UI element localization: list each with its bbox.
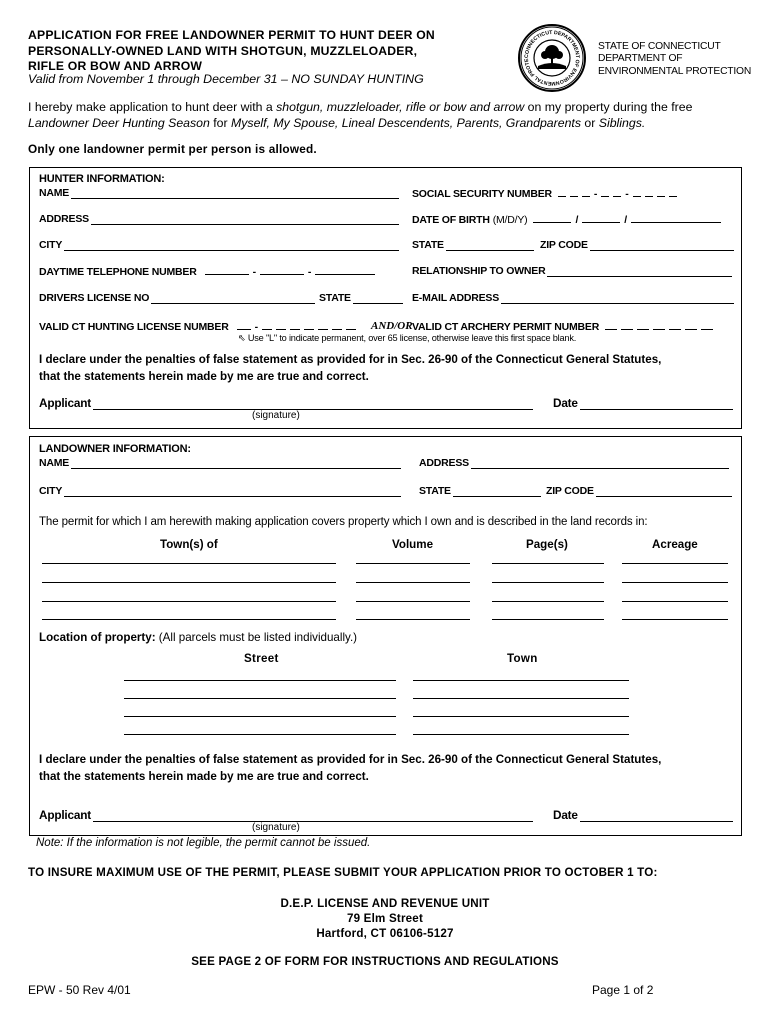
intro-or: or [581,116,599,130]
acreage-line-1[interactable] [622,563,728,564]
form-title [28,28,435,75]
col-pages-header: Page(s) [526,538,568,551]
street-line-4[interactable] [124,734,396,735]
address-line-3: Hartford, CT 06106-5127 [316,927,454,940]
loc-town-line-3[interactable] [413,716,629,717]
pages-line-2[interactable] [492,582,604,583]
hunter-license-label: DRIVERS LICENSE NO [39,292,150,304]
hunter-ssn-label: SOCIAL SECURITY NUMBER [412,188,552,200]
location-of-property [39,631,357,644]
intro-line-2 [28,115,748,131]
landowner-address-label: ADDRESS [419,457,469,469]
hunter-zip-field[interactable] [540,239,734,251]
loc-town-line-2[interactable] [413,698,629,699]
landowner-date-label: Date [553,808,578,822]
seal-text: CONNECTICUT DEPARTMENT OF ENVIRONMENTAL PROTE [523,29,581,87]
landowner-heading: LANDOWNER INFORMATION: [39,443,191,455]
hunter-applicant-signature[interactable] [39,396,533,410]
landowner-applicant-signature[interactable] [39,808,533,822]
volume-line-4[interactable] [356,619,470,620]
town-line-2[interactable] [42,582,336,583]
landowner-signature-caption: (signature) [252,822,300,833]
col-town-header: Town(s) of [160,538,218,551]
hunter-zip-label: ZIP CODE [540,239,588,251]
hunter-declaration [39,351,737,385]
archery-permit-label: VALID CT ARCHERY PERMIT NUMBER [412,321,600,333]
volume-line-2[interactable] [356,582,470,583]
pages-line-4[interactable] [492,619,604,620]
see-page-2-notice: SEE PAGE 2 OF FORM FOR INSTRUCTIONS AND REGULATIONS [191,955,559,968]
hunter-declaration-line-1: I declare under the penalties of false statement as provided for in Sec. 26-90 of the Connecticut General Statutes, [39,353,662,366]
hunter-state-field[interactable] [412,239,534,251]
street-line-2[interactable] [124,698,396,699]
landowner-declaration-line-2: that the statements herein made by me are true and correct. [39,770,369,783]
volume-line-3[interactable] [356,601,470,602]
mailing-address [0,896,770,941]
one-permit-notice: Only one landowner permit per person is allowed. [28,142,317,156]
col-acreage-header: Acreage [652,538,698,551]
hunter-state-label: STATE [412,239,444,251]
landowner-city-label: CITY [39,485,63,497]
hunter-license-field[interactable] [39,292,315,304]
landowner-city-field[interactable] [39,485,401,497]
hunter-relationship-field[interactable] [412,265,732,277]
validity-text: Valid from November 1 through December 31 – NO SUNDAY HUNTING [28,72,424,86]
intro-tail: on my property during the free [524,100,693,114]
hunter-city-label: CITY [39,239,63,251]
pages-line-3[interactable] [492,601,604,602]
hunter-name-field[interactable] [39,187,399,199]
landowner-date-field[interactable] [553,808,733,822]
hunting-license-label: VALID CT HUNTING LICENSE NUMBER [39,321,229,333]
hunter-email-field[interactable] [412,292,734,304]
street-line-1[interactable] [124,680,396,681]
intro-people: Myself, My Spouse, Lineal Descendents, Parents, Grandparents [231,116,581,130]
intro-weapons: shotgun, muzzleloader, rifle or bow and arrow [276,100,525,114]
submit-notice: TO INSURE MAXIMUM USE OF THE PERMIT, PLEASE SUBMIT YOUR APPLICATION PRIOR TO OCTOBER 1 TO: [28,866,658,879]
location-note: (All parcels must be listed individually.) [155,631,358,644]
and-or-label: AND/OR [371,320,413,332]
landowner-declaration [39,751,737,785]
dep-seal-icon [518,24,586,92]
hunter-relationship-label: RELATIONSHIP TO OWNER [412,265,546,277]
archery-permit-field[interactable] [412,320,736,333]
page-number: Page 1 of 2 [592,983,654,997]
acreage-line-2[interactable] [622,582,728,583]
intro-paragraph [28,99,748,131]
hunter-address-label: ADDRESS [39,213,89,225]
town-line-3[interactable] [42,601,336,602]
hunter-phone-field[interactable]: DAYTIME TELEPHONE NUMBER - - [39,265,389,278]
intro-siblings: Siblings. [598,116,646,130]
landowner-state-label: STATE [419,485,451,497]
hunter-applicant-label: Applicant [39,396,91,410]
hunter-dob-field[interactable]: DATE OF BIRTH (M/D/Y) / / [412,213,734,226]
col-town2-header: Town [507,652,538,665]
town-line-4[interactable] [42,619,336,620]
intro-text: I hereby make application to hunt deer with a [28,100,277,114]
location-label: Location of property: [39,631,156,644]
loc-town-line-4[interactable] [413,734,629,735]
agency-line-1: STATE OF CONNECTICUT [598,41,721,52]
landowner-name-label: NAME [39,457,70,469]
title-line-3: RIFLE OR BOW AND ARROW [28,59,203,73]
landowner-declaration-line-1: I declare under the penalties of false statement as provided for in Sec. 26-90 of the Connecticut General Statutes, [39,753,662,766]
street-line-3[interactable] [124,716,396,717]
col-volume-header: Volume [392,538,434,551]
hunter-date-label: Date [553,396,578,410]
title-line-2: PERSONALLY-OWNED LAND WITH SHOTGUN, MUZZLELOADER, [28,43,418,58]
hunter-dob-hint: (M/D/Y) [492,214,528,226]
hunter-heading: HUNTER INFORMATION: [39,173,165,185]
hunter-email-label: E-MAIL ADDRESS [412,292,500,304]
form-id: EPW - 50 Rev 4/01 [28,983,131,997]
permanent-license-note: ⇖ Use "L" to indicate permanent, over 65 license, otherwise leave this first space blank. [238,333,577,343]
volume-line-1[interactable] [356,563,470,564]
legibility-note: Note: If the information is not legible, the permit cannot be issued. [36,837,371,849]
town-line-1[interactable] [42,563,336,564]
landowner-zip-label: ZIP CODE [546,485,594,497]
landowner-applicant-label: Applicant [39,808,91,822]
landowner-name-field[interactable] [39,457,401,469]
hunter-ssn-field[interactable]: SOCIAL SECURITY NUMBER - - [412,187,732,200]
intro-for: for [209,116,232,130]
acreage-line-4[interactable] [622,619,728,620]
title-line-1: APPLICATION FOR FREE LANDOWNER PERMIT TO HUNT DEER ON [28,28,435,42]
intro-season: Landowner Deer Hunting Season [28,116,210,130]
hunter-signature-caption: (signature) [252,410,300,421]
agency-name [598,41,751,78]
hunter-date-field[interactable] [553,396,733,410]
address-line-2: 79 Elm Street [346,912,424,925]
landowner-zip-field[interactable] [546,485,732,497]
col-street-header: Street [244,652,279,665]
loc-town-line-1[interactable] [413,680,629,681]
hunter-dob-label: DATE OF BIRTH [412,214,490,226]
hunter-license-state-field[interactable] [319,292,403,304]
acreage-line-3[interactable] [622,601,728,602]
hunter-license-state-label: STATE [319,292,351,304]
hunter-declaration-line-2: that the statements herein made by me are true and correct. [39,370,369,383]
landowner-state-field[interactable] [419,485,541,497]
hunter-city-field[interactable] [39,239,399,251]
hunter-name-label: NAME [39,187,70,199]
address-line-1: D.E.P. LICENSE AND REVENUE UNIT [280,897,490,910]
hunting-license-number-field[interactable]: VALID CT HUNTING LICENSE NUMBER - [39,320,371,333]
hunter-phone-label: DAYTIME TELEPHONE NUMBER [39,266,197,278]
pages-line-1[interactable] [492,563,604,564]
intro-line-1 [28,99,748,115]
landowner-address-field[interactable] [419,457,729,469]
agency-line-2: DEPARTMENT OF [598,53,683,65]
permit-coverage-text: The permit for which I am herewith making application covers property which I own and is described in the land records in: [39,516,648,528]
hunter-address-field[interactable] [39,213,399,225]
agency-line-3: ENVIRONMENTAL PROTECTION [598,65,752,77]
